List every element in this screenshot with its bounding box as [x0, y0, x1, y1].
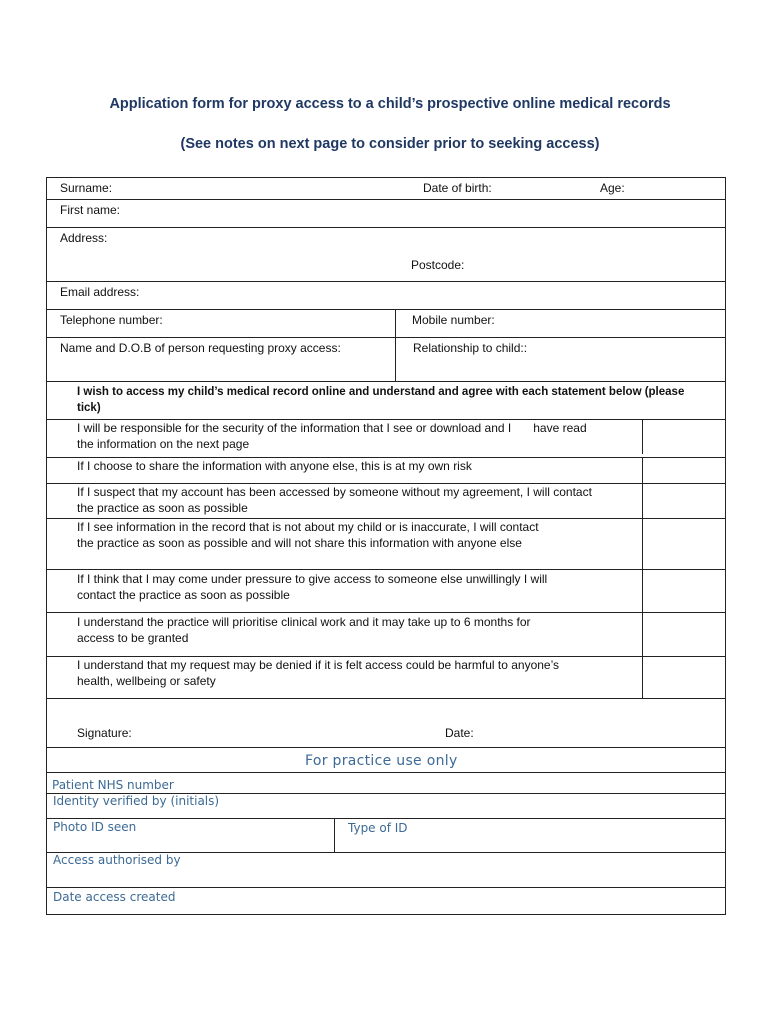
type-of-id-field[interactable]: Type of ID [348, 821, 408, 835]
tick-box-6[interactable] [643, 613, 725, 655]
statement-2: If I choose to share the information with anyone else, this is at my own risk [77, 459, 472, 473]
tick-box-3[interactable] [643, 484, 725, 517]
declaration-heading: I wish to access my child’s medical record online and understand and agree with each statement below (please tick) [77, 386, 685, 414]
statement-4: If I see information in the record that is not about my child or is inaccurate, I will contact the practice as soon as possible and will not share this information with anyone else [77, 520, 539, 550]
statement-5: If I think that I may come under pressure to give access to someone else unwillingly I will contact the practice as soon as possible [77, 572, 548, 602]
postcode-field[interactable]: Postcode: [411, 258, 465, 272]
identity-verified-field[interactable]: Identity verified by (initials) [53, 794, 220, 808]
practice-use-heading: For practice use only [305, 753, 458, 769]
statement-7: I understand that my request may be denied if it is felt access could be harmful to anyone’s health, wellbeing or safety [77, 658, 560, 688]
address-field[interactable]: Address: [60, 231, 108, 245]
photo-id-seen-field[interactable]: Photo ID seen [53, 820, 137, 834]
nhs-number-field[interactable]: Patient NHS number [52, 778, 174, 792]
mobile-field[interactable]: Mobile number: [412, 313, 495, 327]
tick-box-2[interactable] [643, 458, 725, 482]
surname-field[interactable]: Surname: [60, 181, 113, 195]
first-name-field[interactable]: First name: [60, 203, 121, 217]
requester-name-dob-field[interactable]: Name and D.O.B of person requesting proxy access: [60, 341, 341, 355]
page-title: Application form for proxy access to a child’s prospective online medical records [109, 96, 671, 112]
age-field[interactable]: Age: [600, 181, 625, 195]
email-field[interactable]: Email address: [60, 285, 140, 299]
page-subtitle: (See notes on next page to consider prior to seeking access) [180, 136, 600, 152]
date-of-birth-field[interactable]: Date of birth: [423, 181, 492, 195]
signature-field[interactable]: Signature: [77, 726, 132, 740]
statement-1: I will be responsible for the security of the information that I see or download and I have read the information on the next page [77, 421, 587, 451]
tick-box-4[interactable] [643, 519, 725, 568]
statement-6: I understand the practice will prioritise clinical work and it may take up to 6 months for access to be granted [77, 615, 531, 645]
tick-box-7[interactable] [643, 657, 725, 697]
relationship-field[interactable]: Relationship to child:: [413, 341, 528, 355]
tick-box-5[interactable] [643, 570, 725, 611]
statement-3: If I suspect that my account has been accessed by someone without my agreement, I will contact the practice as soon as possible [77, 485, 592, 515]
telephone-field[interactable]: Telephone number: [60, 313, 163, 327]
declaration-date-field[interactable]: Date: [445, 726, 474, 740]
date-access-created-field[interactable]: Date access created [53, 890, 176, 904]
tick-box-1[interactable] [643, 420, 725, 456]
access-authorised-field[interactable]: Access authorised by [53, 853, 181, 867]
